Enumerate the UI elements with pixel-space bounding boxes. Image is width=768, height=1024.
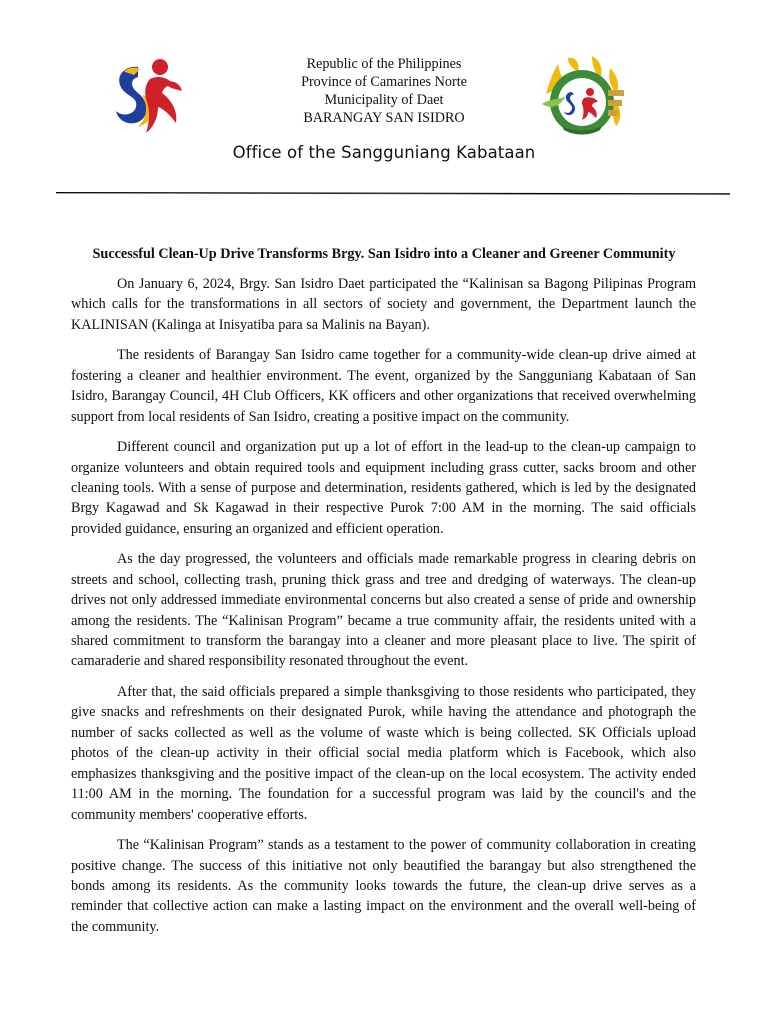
office-title: Office of the Sangguniang Kabataan (232, 143, 536, 162)
article-paragraph: The residents of Barangay San Isidro came together for a community-wide clean-up drive aimed at fostering a cleaner and healthier environment. The event, organized by the Sangguniang Kabataan of San Isidro, Barangay Council, 4H Club Officers, KK officers and other organizations that received overwhelming support from local residents of San Isidro, creating a positive impact on the community. (71, 347, 696, 425)
article-paragraph: As the day progressed, the volunteers and officials made remarkable progress in clearing debris on streets and school, collecting trash, pruning thick grass and tree and dredging of waterways. The clean-up drives not only addressed immediate environmental concerns but also created a sense of pride and ownership among the residents. The “Kalinisan Program” became a true community affair, the residents united with a shared commitment to transform the barangay into a cleaner and more pleasant place to live. The spirit of camaraderie and shared responsibility resonated throughout the event. (71, 551, 696, 670)
barangay-line: BARANGAY SAN ISIDRO (303, 110, 465, 126)
article-title: Successful Clean-Up Drive Transforms Brgy. San Isidro into a Cleaner and Greener Community (92, 246, 676, 262)
article-paragraph: The “Kalinisan Program” stands as a testament to the power of community collaboration in creating positive change. The success of this initiative not only beautified the barangay but also strengthened the bonds among its residents. As the community looks towards the future, the clean-up drive serves as a reminder that collective action can make a lasting impact on the environment and the overall well-being of the community. (71, 837, 696, 935)
republic-line: Republic of the Philippines (306, 56, 462, 72)
article-paragraph: After that, the said officials prepared a simple thanksgiving to those residents who participated, they give snacks and refreshments on their designated Purok, while having the attendance and photograph the number of sacks collected as well as the volume of waste which is being collected. SK Officials upload photos of the clean-up activity in their official social media platform which is Facebook, which also emphasizes thanksgiving and the positive impact of the clean-up on the local ecosystem. The activity ended 11:00 AM in the morning. The foundation for a successful program was laid by the council's and the community members' cooperative efforts. (71, 684, 696, 823)
article-paragraph: On January 6, 2024, Brgy. San Isidro Daet participated the “Kalinisan sa Bagong Pilipinas Program which calls for the transformations in all sectors of society and government, the Department launch the KALINISAN (Kalinga at Inisyatiba para sa Malinis na Bayan). (71, 276, 696, 333)
letterhead (0, 55, 768, 127)
article-paragraph: Different council and organization put up a lot of effort in the lead-up to the clean-up campaign to organize volunteers and obtain required tools and equipment including grass cutter, sacks broom and other cleaning tools. With a sense of purpose and determination, residents gathered, which is led by the designated Brgy Kagawad and Sk Kagawad in their respective Purok 7:00 AM in the morning. The said officials provided guidance, ensuring an organized and efficient operation. (71, 439, 696, 537)
header-divider (56, 188, 730, 198)
article-body (71, 274, 696, 947)
province-line: Province of Camarines Norte (301, 74, 467, 90)
municipality-line: Municipality of Daet (324, 92, 444, 108)
